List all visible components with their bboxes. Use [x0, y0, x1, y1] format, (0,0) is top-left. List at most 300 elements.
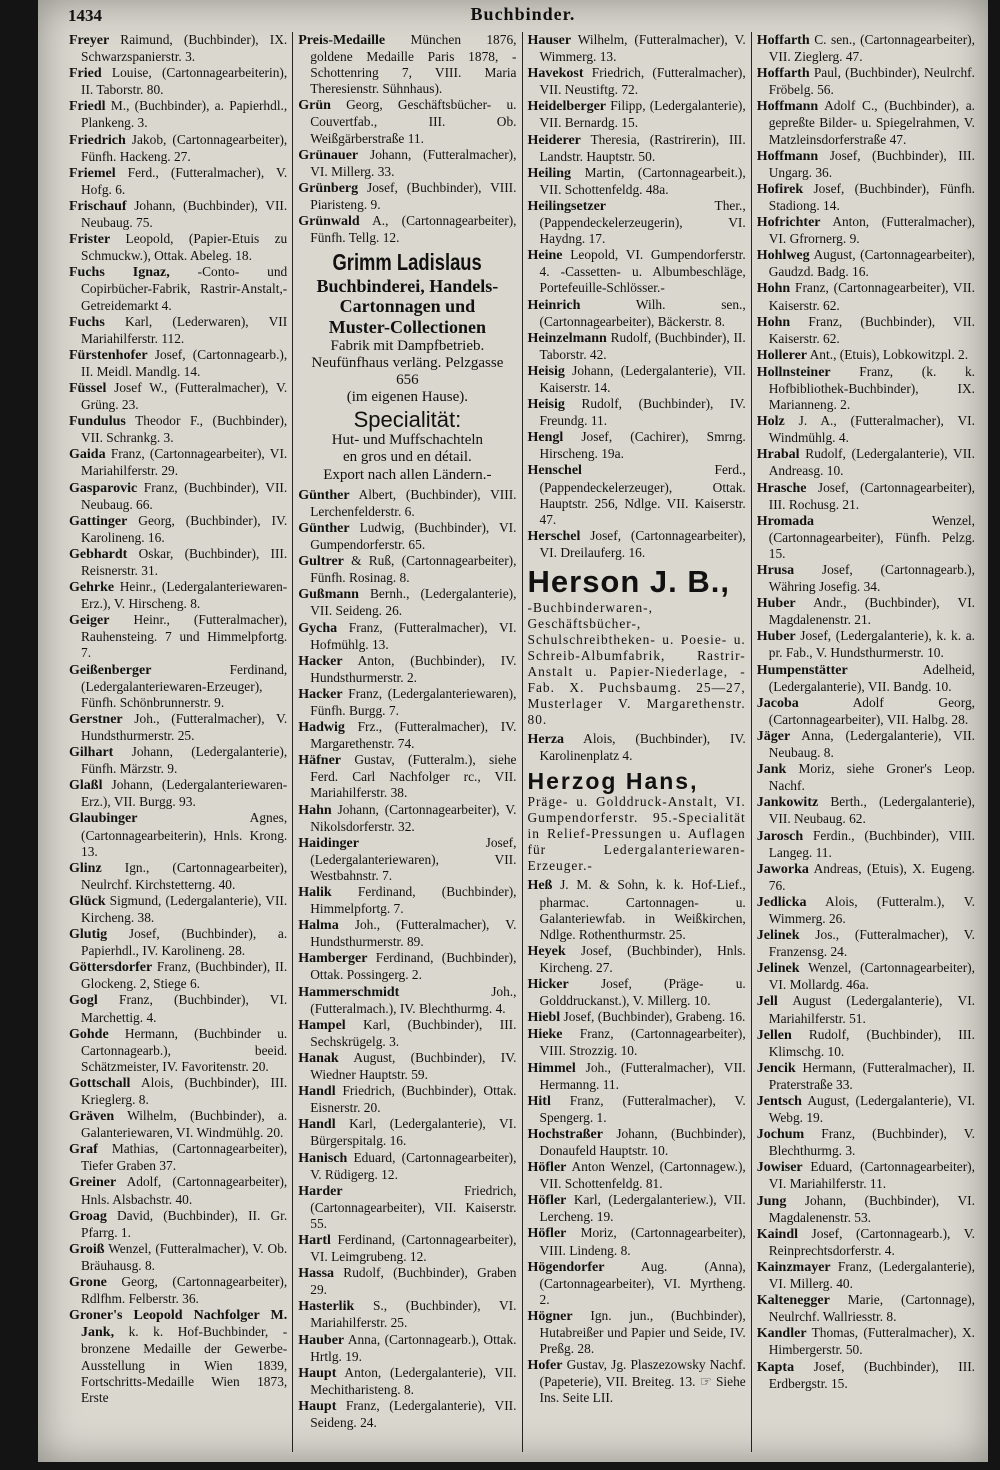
entry-details: Heinr., (Futteralmacher), Rauhensteing. 7 und Himmelpfortg. 7.: [81, 612, 288, 661]
entry-details: Eduard, (Cartonnagearbeiter), VI. Mariahilferstr. 11.: [768, 1159, 975, 1192]
entry-details: Josef, (Ledergalanteriewaren), VII. Westbahnstr. 7.: [310, 834, 517, 883]
directory-entry: [528, 1009, 746, 1026]
entry-details: Karl, (Ledergalanterie), VI. Bürgerspitalg. 16.: [310, 1116, 517, 1149]
entry-details: Filipp, (Ledergalanterie), VII. Bernardg. 15.: [539, 98, 746, 131]
directory-columns: [64, 32, 980, 1452]
entry-details: Alois, (Buchbinder), III. Krieglerg. 8.: [81, 1074, 288, 1107]
directory-entry: [757, 1159, 975, 1192]
entry-name: Graf: [69, 1142, 98, 1158]
directory-entry: [757, 513, 975, 562]
advertisement-herzog: [528, 768, 746, 875]
directory-entry: [298, 719, 516, 752]
entry-name: Groner's Leopold Nachfolger M. Jank,: [69, 1308, 288, 1341]
directory-entry: [298, 620, 516, 653]
directory-entry: [757, 181, 975, 214]
directory-entry: [69, 579, 287, 612]
directory-entry: [757, 993, 975, 1026]
directory-entry: [757, 1126, 975, 1159]
entry-name: Grün: [298, 98, 331, 114]
entry-details: S., (Buchbinder), VI. Mariahilferstr. 25.: [310, 1298, 517, 1331]
entry-details: August (Ledergalanterie), VI. Mariahilferstr. 51.: [768, 993, 975, 1026]
directory-entry: [757, 364, 975, 413]
entry-details: Joh., (Futteralmach.), IV. Blechthurmg. 4.: [310, 983, 517, 1016]
directory-entry: [757, 32, 975, 65]
entry-name: Jencik: [756, 1060, 796, 1076]
entry-details: Heinr., (Ledergalanteriewaren-Erz.), V. Hirscheng. 8.: [81, 579, 288, 612]
ad-line: (im eigenen Hause).: [346, 389, 468, 406]
entry-name: Hicker: [527, 977, 569, 993]
entry-details: Joh., (Futteralmacher), V. Hundsthurmerstr. 25.: [81, 710, 288, 743]
entry-name: Jaworka: [756, 861, 809, 877]
entry-name: Hollnsteiner: [756, 364, 831, 380]
directory-entry: [757, 214, 975, 247]
entry-details: Josef W., (Futteralmacher), V. Grüng. 23.: [81, 379, 288, 413]
entry-details: A., (Cartonnagearbeiter), Fünfh. Tellg. 12.: [310, 213, 517, 246]
entry-details: Theodor F., (Buchbinder), VII. Schrankg. 3.: [81, 413, 288, 446]
directory-entry: [69, 893, 287, 926]
directory-entry: [298, 147, 516, 180]
entry-details: Gustav, (Futteralm.), siehe Ferd. Carl Nachfolger rc., VII. Mariahilferstr. 38.: [310, 752, 517, 801]
directory-entry: [298, 686, 516, 719]
entry-details: Ther., (Pappendeckelerzeugerin), VI. Haydng. 17.: [539, 197, 746, 247]
entry-name: Preis-Medaille: [298, 33, 386, 48]
entry-details: Leopold, (Papier-Etuis zu Schmuckw.), Ottak. Abeleg. 18.: [81, 231, 288, 264]
entry-details: Anton, (Ledergalanterie), VII. Mechitharisteng. 8.: [310, 1364, 517, 1397]
entry-details: Rudolf, (Ledergalanterie), VII. Andreasg. 10.: [768, 446, 975, 479]
directory-entry: [298, 1298, 516, 1331]
directory-entry: [757, 1193, 975, 1226]
entry-name: Grone: [69, 1275, 107, 1291]
entry-name: Heinzelmann: [527, 330, 607, 346]
ad-line: -Buchbinderwaren-, Geschäftsbücher-, Schulschreibtheken- u. Poesie- u. Schreib-Albumfabrik, Rastrir-Anstalt u. Papier-Niederlage, -Fab. X. Puchsbaumg. 25—27, Musterlager V. Margarethenstr. 80.: [527, 599, 746, 728]
entry-details: Frz., (Futteralmacher), IV. Margarethenstr. 74.: [310, 719, 517, 752]
entry-details: Anna, (Cartonnagearb.), Ottak. Hrtlg. 19.: [310, 1331, 517, 1364]
entry-name: Heyek: [527, 943, 566, 959]
entry-details: David, (Buchbinder), II. Gr. Pfarrg. 1.: [81, 1207, 288, 1240]
entry-details: Anton, (Buchbinder), IV. Hundsthurmerstr. 2.: [310, 652, 517, 685]
entry-name: Frischauf: [69, 198, 127, 214]
directory-entry: [528, 330, 746, 363]
directory-entry: [757, 1259, 975, 1292]
entry-name: Glutig: [69, 927, 108, 943]
entry-details: Rudolf, (Buchbinder), III. Klimschg. 10.: [768, 1026, 975, 1059]
directory-entry: [757, 98, 975, 147]
entry-name: Heine: [527, 248, 563, 264]
entry-details: Andr., (Buchbinder), VI. Magdalenenstr. 21.: [768, 595, 976, 628]
entry-name: Gattinger: [69, 513, 128, 529]
entry-details: k. k. Hof-Buchbinder, -bronzene Medaille der Gewerbe-Ausstellung in Wien 1839, Fortschritts-Medaille Wien 1873, Erste: [81, 1324, 288, 1405]
entry-name: Häfner: [298, 753, 342, 769]
entry-details: Alois, (Futteralm.), V. Wimmerg. 26.: [768, 893, 976, 926]
entry-details: Josef, (Cartonnagearbeiter), VI. Dreilauferg. 16.: [539, 527, 746, 560]
entry-details: Friedrich, (Buchbinder), Ottak. Eisnerstr. 20.: [310, 1083, 517, 1116]
entry-name: Kapta: [756, 1359, 795, 1375]
directory-entry: [69, 314, 287, 347]
directory-entry: [298, 653, 516, 686]
entry-details: Franz, (Ledergalanteriewaren), Fünfh. Burgg. 7.: [310, 685, 517, 718]
directory-entry: [757, 728, 975, 761]
directory-entry: [528, 363, 746, 396]
directory-entry: [298, 1083, 516, 1116]
entry-name: Füssel: [69, 380, 107, 396]
page-header: [68, 4, 978, 28]
entry-name: Friemel: [69, 165, 116, 181]
directory-entry: [298, 520, 516, 553]
directory-entry: [298, 802, 516, 835]
entry-name: Geiger: [69, 613, 110, 629]
ad-line: Buchbinderei, Handels-: [316, 275, 499, 296]
entry-details: Josef, (Buchbinder), Grabeng. 16.: [563, 1009, 746, 1025]
entry-name: Hadwig: [298, 720, 345, 736]
entry-details: Josef, (Präge- u. Golddruckanst.), V. Millerg. 10.: [539, 976, 746, 1009]
entry-details: Wenzel, (Cartonnagearbeiter), Fünfh. Pelzg. 15.: [768, 512, 975, 561]
directory-entry: [528, 247, 746, 296]
entry-name: Haupt: [298, 1365, 337, 1381]
entry-details: Alois, (Buchbinder), IV. Karolinenplatz 4.: [539, 731, 746, 764]
entry-details: August, (Buchbinder), IV. Wiedner Hauptstr. 59.: [310, 1049, 517, 1083]
entry-name: Hofer: [527, 1358, 563, 1374]
entry-details: Ign. jun., (Buchbinder), Hutabreißer und Papier und Seide, IV. Preßg. 28.: [539, 1307, 746, 1357]
directory-entry: [69, 1241, 287, 1274]
entry-details: Josef, (Ledergalanterie), k. k. a. pr. Fab., V. Hundsthurmerstr. 10.: [768, 628, 975, 661]
entry-name: Günther: [298, 487, 350, 503]
directory-entry: [69, 132, 287, 165]
directory-entry: [298, 1116, 516, 1149]
entry-details: Aug. (Anna), (Cartonnagearbeiter), VI. Myrtheng. 2.: [539, 1258, 746, 1307]
entry-details: Adolf Georg, (Cartonnagearbeiter), VII. Halbg. 28.: [768, 694, 975, 727]
entry-details: Georg, (Cartonnagearbeiter), Rdlfhm. Felberstr. 36.: [81, 1274, 288, 1307]
entry-name: Günther: [298, 520, 350, 536]
entry-details: & Ruß, (Cartonnagearbeiter), Fünfh. Rosinag. 8.: [310, 553, 517, 586]
ad-line: Cartonnagen und: [339, 296, 476, 317]
entry-details: Theresia, (Rastrirerin), III. Landstr. Hauptstr. 50.: [539, 131, 746, 164]
directory-entry: [69, 1108, 287, 1141]
directory-entry: [528, 731, 746, 764]
entry-name: Jellen: [756, 1027, 792, 1043]
entry-details: Joh., (Futteralmacher), V. Hundsthurmerstr. 89.: [310, 917, 517, 950]
entry-name: Hieke: [527, 1027, 563, 1043]
directory-entry: [69, 860, 287, 893]
entry-name: Greiner: [69, 1175, 117, 1191]
entry-details: Gustav, Jg. Plaszezowsky Nachf. (Papeterie), VII. Breiteg. 13. ☞ Siehe Ins. Seite LII.: [539, 1357, 746, 1406]
directory-entry: [69, 810, 287, 859]
entry-name: Jochum: [756, 1127, 805, 1143]
directory-entry: [69, 1174, 287, 1207]
entry-name: Fuchs Ignaz,: [69, 265, 170, 281]
directory-entry: [528, 1259, 746, 1308]
directory-entry: [298, 1332, 516, 1365]
directory-entry: [528, 429, 746, 462]
entry-details: Ferd., (Pappendeckelerzeuger), Ottak. Hauptstr. 256, Ndlge. VII. Kaiserstr. 47.: [539, 462, 746, 527]
entry-details: München 1876, goldene Medaille Paris 1878, - Schottenring 7, VIII. Maria Theresienstr. Sühnhaus).: [310, 32, 517, 97]
entry-name: Hrusa: [756, 563, 795, 578]
entry-details: Rudolf, (Buchbinder), IV. Freundg. 11.: [539, 396, 746, 429]
entry-details: Mathias, (Cartonnagearbeiter), Tiefer Graben 37.: [81, 1141, 288, 1174]
ad-line: Export nach allen Ländern.-: [323, 466, 492, 483]
entry-name: Himmel: [527, 1060, 576, 1076]
directory-entry: [298, 553, 516, 586]
entry-details: Leopold, VI. Gumpendorferstr. 4. -Cassetten- u. Albumbeschläge, Portefeuille-Schlösser.-: [539, 247, 746, 296]
directory-entry: [757, 562, 975, 595]
column-1: [64, 32, 292, 1452]
entry-details: Johann, (Cartonnagearbeiter), V. Nikolsdorferstr. 32.: [310, 801, 517, 834]
entry-name: Geißenberger: [69, 662, 152, 678]
directory-entry: [298, 213, 516, 246]
entry-name: Hollerer: [756, 347, 808, 363]
entry-name: Jarosch: [756, 828, 804, 844]
directory-entry: [528, 1093, 746, 1126]
entry-name: Hohn: [756, 281, 791, 297]
directory-entry: [757, 828, 975, 861]
entry-details: Georg, Geschäftsbücher- u. Couvertfab., III. Ob. Weißgärberstraße 11.: [310, 97, 517, 146]
entry-details: Ferdinand, (Buchbinder), Ottak. Possingerg. 2.: [310, 950, 517, 983]
directory-entry: [528, 396, 746, 429]
entry-name: Frister: [69, 232, 111, 248]
entry-name: Hoffarth: [756, 66, 810, 82]
entry-name: Gycha: [298, 620, 338, 636]
entry-details: C. sen., (Cartonnagearbeiter), VII. Zieglerg. 47.: [768, 32, 975, 65]
entry-name: Hromada: [756, 513, 815, 529]
directory-entry: [69, 480, 287, 513]
entry-details: Franz, (Buchbinder), V. Blechthurmg. 3.: [768, 1126, 975, 1159]
entry-name: Gottschall: [69, 1075, 131, 1091]
entry-details: Hermann, (Buchbinder u. Cartonnagearb.), beeid. Schätzmeister, IV. Favoritenstr. 20.: [81, 1025, 288, 1074]
entry-name: Hamberger: [298, 951, 368, 967]
entry-name: Jankowitz: [756, 795, 819, 811]
entry-name: Jacoba: [756, 695, 799, 711]
entry-name: Hengl: [527, 430, 564, 446]
entry-name: Fuchs: [69, 314, 105, 330]
entry-details: Berth., (Ledergalanterie), VII. Neubaug. 62.: [768, 794, 975, 827]
entry-name: Gogl: [69, 993, 98, 1009]
directory-entry: [298, 950, 516, 983]
entry-details: Josef, (Buchbinder), III. Erdbergstr. 15.: [768, 1358, 975, 1391]
entry-details: Bernh., (Ledergalanterie), VII. Seideng. 26.: [310, 586, 517, 619]
directory-entry: [757, 314, 975, 347]
directory-entry: [69, 926, 287, 959]
entry-details: Rudolf, (Buchbinder), II. Taborstr. 42.: [539, 329, 746, 362]
entry-name: Gräven: [69, 1109, 115, 1125]
entry-details: Josef, (Cartonnagearbeiter), III. Rochusg. 21.: [768, 479, 975, 512]
entry-details: Joh., (Futteralmacher), VII. Hermanng. 11.: [539, 1059, 746, 1092]
directory-entry: [69, 65, 287, 98]
entry-name: Gasparovic: [69, 480, 138, 496]
entry-details: Josef, (Buchbinder), Fünfh. Stadiong. 14.: [768, 180, 975, 213]
entry-details: Franz, (Buchbinder), II. Glockeng. 2, Stiege 6.: [81, 959, 288, 992]
entry-name: Grünberg: [298, 180, 359, 196]
directory-entry: [298, 835, 516, 884]
page-title: Buchbinder.: [470, 4, 576, 24]
directory-page: [38, 0, 988, 1462]
directory-entry: [757, 794, 975, 827]
entry-details: Franz, (Futteralmacher), VI. Hofmühlg. 13.: [310, 619, 517, 652]
directory-entry: [757, 662, 975, 695]
entry-name: Groiß: [69, 1241, 105, 1257]
entry-details: Josef, (Cartonnagearb.), II. Meidl. Mandlg. 14.: [81, 346, 288, 379]
entry-name: Grünwald: [298, 214, 360, 230]
entry-name: Hohn: [756, 314, 791, 330]
directory-entry: [298, 180, 516, 213]
entry-details: J. M. & Sohn, k. k. Hof-Lief., pharmac. Cartonnagen- u. Galanteriewfab. in Weißkirchen, Ndlge. Rothenthurmstr. 25.: [539, 877, 746, 942]
entry-details: Franz, (Buchbinder), VII. Neubaug. 66.: [81, 479, 288, 512]
ad-line: en gros und en détail.: [343, 449, 472, 466]
entry-details: Andreas, (Etuis), X. Eugeng. 76.: [768, 860, 975, 893]
directory-entry: [528, 1225, 746, 1258]
directory-entry: [528, 976, 746, 1009]
entry-name: Hoffarth: [756, 33, 810, 48]
entry-details: Martin, (Cartonnagearbeit.), VII. Schottenfeldg. 48a.: [539, 164, 746, 197]
entry-name: Harder: [298, 1183, 343, 1199]
entry-name: Heisig: [527, 397, 565, 413]
entry-name: Jelinek: [756, 928, 800, 944]
directory-entry: [757, 960, 975, 993]
entry-details: Josef, (Buchbinder), a. Papierhdl., IV. Karolineng. 28.: [81, 926, 288, 959]
entry-name: Höfler: [527, 1160, 567, 1176]
entry-details: Jos., (Futteralmacher), V. Franzensg. 24.: [768, 927, 975, 960]
entry-details: Anna, (Ledergalanterie), VII. Neubaug. 8.: [768, 727, 975, 761]
directory-entry: [69, 231, 287, 264]
entry-name: Fried: [69, 66, 102, 82]
directory-entry: [757, 761, 975, 794]
page-number: 1434: [68, 6, 102, 25]
entry-details: Josef, (Buchbinder), Hnls. Kircheng. 27.: [539, 942, 746, 975]
entry-name: Gußmann: [298, 587, 359, 603]
entry-details: Josef, (Cartonnagearb.), V. Reinprechtsdorferstr. 4.: [768, 1225, 975, 1258]
entry-name: Herschel: [527, 528, 581, 544]
entry-name: Halik: [298, 885, 332, 901]
entry-name: Hahn: [298, 802, 332, 818]
entry-name: Hitl: [527, 1093, 551, 1109]
entry-name: Gilhart: [69, 745, 114, 761]
entry-name: Humpenstätter: [756, 662, 848, 678]
directory-entry: [69, 347, 287, 380]
ad-line: Präge- u. Golddruck-Anstalt, VI. Gumpendorferstr. 95.-Specialität in Relief-Pressungen u. Auflagen für Ledergalanteriewaren-Erzeuger.-: [527, 794, 746, 874]
directory-entry: [528, 943, 746, 976]
entry-details: Franz, (Cartonnagearbeiter), VI. Mariahilferstr. 29.: [81, 446, 288, 479]
ad-line: Herzog Hans,: [527, 767, 699, 794]
directory-entry: [528, 165, 746, 198]
directory-entry: [528, 65, 746, 98]
ad-line: Grimm Ladislaus: [332, 249, 483, 276]
entry-details: Franz, (Cartonnagearbeiter), VII. Kaiserstr. 62.: [768, 280, 975, 313]
entry-details: Friedrich, (Cartonnagearbeiter), VII. Kaiserstr. 55.: [310, 1182, 517, 1231]
column-2: [292, 32, 521, 1452]
entry-details: Oskar, (Buchbinder), III. Reisnerstr. 31.: [81, 545, 288, 578]
entry-details: Franz, (Buchbinder), VI. Marchettig. 4.: [81, 992, 288, 1025]
directory-entry: [298, 32, 516, 97]
entry-details: Louise, (Cartonnagearbeiterin), II. Taborstr. 80.: [81, 65, 288, 98]
directory-entry: [757, 695, 975, 728]
entry-details: Friedrich, (Futteralmacher), VII. Neustiftg. 72.: [539, 65, 746, 98]
directory-entry: [69, 198, 287, 231]
directory-entry: [69, 165, 287, 198]
entry-details: Adolf, (Cartonnagearbeiter), Hnls. Alsbachstr. 40.: [81, 1174, 288, 1207]
entry-name: Jentsch: [756, 1094, 802, 1109]
entry-details: Wenzel, (Futteralmacher), V. Ob. Bräuhausg. 8.: [81, 1240, 288, 1273]
entry-details: Eduard, (Cartonnagearbeiter), V. Rüdigerg. 12.: [310, 1149, 517, 1182]
entry-name: Grünauer: [298, 147, 359, 163]
entry-name: Havekost: [527, 66, 584, 82]
directory-entry: [757, 446, 975, 479]
column-4: [751, 32, 980, 1452]
directory-entry: [528, 132, 746, 165]
entry-name: Halma: [298, 918, 339, 934]
entry-name: Höfler: [527, 1193, 567, 1209]
entry-name: Jung: [756, 1193, 787, 1209]
directory-entry: [298, 1232, 516, 1265]
directory-entry: [528, 1159, 746, 1192]
entry-name: Jäger: [756, 728, 791, 744]
directory-entry: [69, 959, 287, 992]
directory-entry: [298, 1017, 516, 1050]
entry-details: Ferdinand, (Ledergalanteriewaren-Erzeuger), Fünfh. Schönbrunnerstr. 9.: [81, 661, 288, 710]
entry-details: Adolf C., (Buchbinder), a. gepreßte Bilder- u. Spiegelrahmen, V. Matzleinsdorferstraße 47.: [768, 98, 975, 147]
entry-name: Höfler: [527, 1226, 567, 1242]
entry-details: Johann, (Buchbinder), VI. Magdalenenstr. 53.: [768, 1192, 975, 1225]
entry-name: Hanak: [298, 1050, 339, 1066]
entry-name: Huber: [756, 629, 796, 645]
entry-name: Friedrich: [69, 132, 126, 148]
ad-line: Specialität:: [353, 406, 462, 432]
entry-name: Glück: [69, 893, 106, 909]
entry-name: Gebhardt: [69, 546, 128, 562]
entry-details: Thomas, (Futteralmacher), X. Himbergerstr. 50.: [768, 1325, 975, 1358]
ad-line: Muster-Collectionen: [328, 317, 487, 338]
entry-details: Ant., (Etuis), Lobkowitzpl. 2.: [809, 346, 969, 362]
entry-name: Friedl: [69, 99, 106, 115]
entry-details: August, (Ledergalanterie), VI. Webg. 19.: [768, 1093, 976, 1126]
entry-name: Hauser: [527, 33, 572, 48]
entry-details: Josef, (Buchbinder), VIII. Piaristeng. 9.: [310, 179, 517, 212]
entry-details: Johann, (Ledergalanterie), Fünfh. Märzstr. 9.: [81, 744, 288, 777]
directory-entry: [757, 65, 975, 98]
directory-entry: [757, 1292, 975, 1325]
directory-entry: [757, 628, 975, 661]
entry-name: Huber: [756, 596, 796, 612]
directory-entry: [69, 777, 287, 810]
entry-details: Wilhelm, (Futteralmacher), V. Wimmerg. 13.: [539, 32, 746, 65]
entry-details: Johann, (Ledergalanterie), VII. Kaiserstr. 14.: [539, 362, 746, 395]
directory-entry: [69, 1307, 287, 1406]
entry-name: Fundulus: [69, 414, 126, 430]
entry-details: Raimund, (Buchbinder), IX. Schwarzspanierstr. 3.: [81, 32, 288, 65]
directory-entry: [757, 1093, 975, 1126]
entry-name: Gerstner: [69, 711, 123, 727]
directory-entry: [69, 1208, 287, 1241]
directory-entry: [69, 662, 287, 711]
entry-name: Gultrer: [298, 554, 344, 570]
entry-details: Jakob, (Cartonnagearbeiter), Fünfh. Hackeng. 27.: [81, 131, 288, 164]
directory-entry: [298, 752, 516, 801]
entry-name: Glinz: [69, 860, 102, 876]
entry-details: Ferd., (Futteralmacher), V. Hofg. 6.: [81, 164, 288, 197]
entry-name: Haupt: [298, 1398, 337, 1414]
directory-entry: [69, 1075, 287, 1108]
directory-entry: [298, 1150, 516, 1183]
entry-details: Karl, (Lederwaren), VII Mariahilferstr. 112.: [81, 313, 288, 346]
entry-details: Johann, (Futteralmacher), VI. Millerg. 33.: [310, 146, 517, 179]
entry-details: Wilh. sen., (Cartonnagearbeiter), Bäckerstr. 8.: [539, 296, 746, 329]
directory-entry: [757, 894, 975, 927]
directory-entry: [528, 1308, 746, 1357]
entry-details: Josef, (Buchbinder), III. Ungarg. 36.: [768, 147, 975, 180]
entry-details: Wilhelm, (Buchbinder), a. Galanteriewaren, VI. Windmühlg. 20.: [81, 1108, 288, 1141]
entry-details: Adelheid, (Ledergalanterie), VII. Bandg. 10.: [768, 661, 975, 694]
directory-entry: [298, 1050, 516, 1083]
directory-entry: [298, 917, 516, 950]
directory-entry: [69, 98, 287, 131]
entry-details: Johann, (Ledergalanteriewaren-Erz.), VII. Burgg. 93.: [81, 777, 288, 810]
